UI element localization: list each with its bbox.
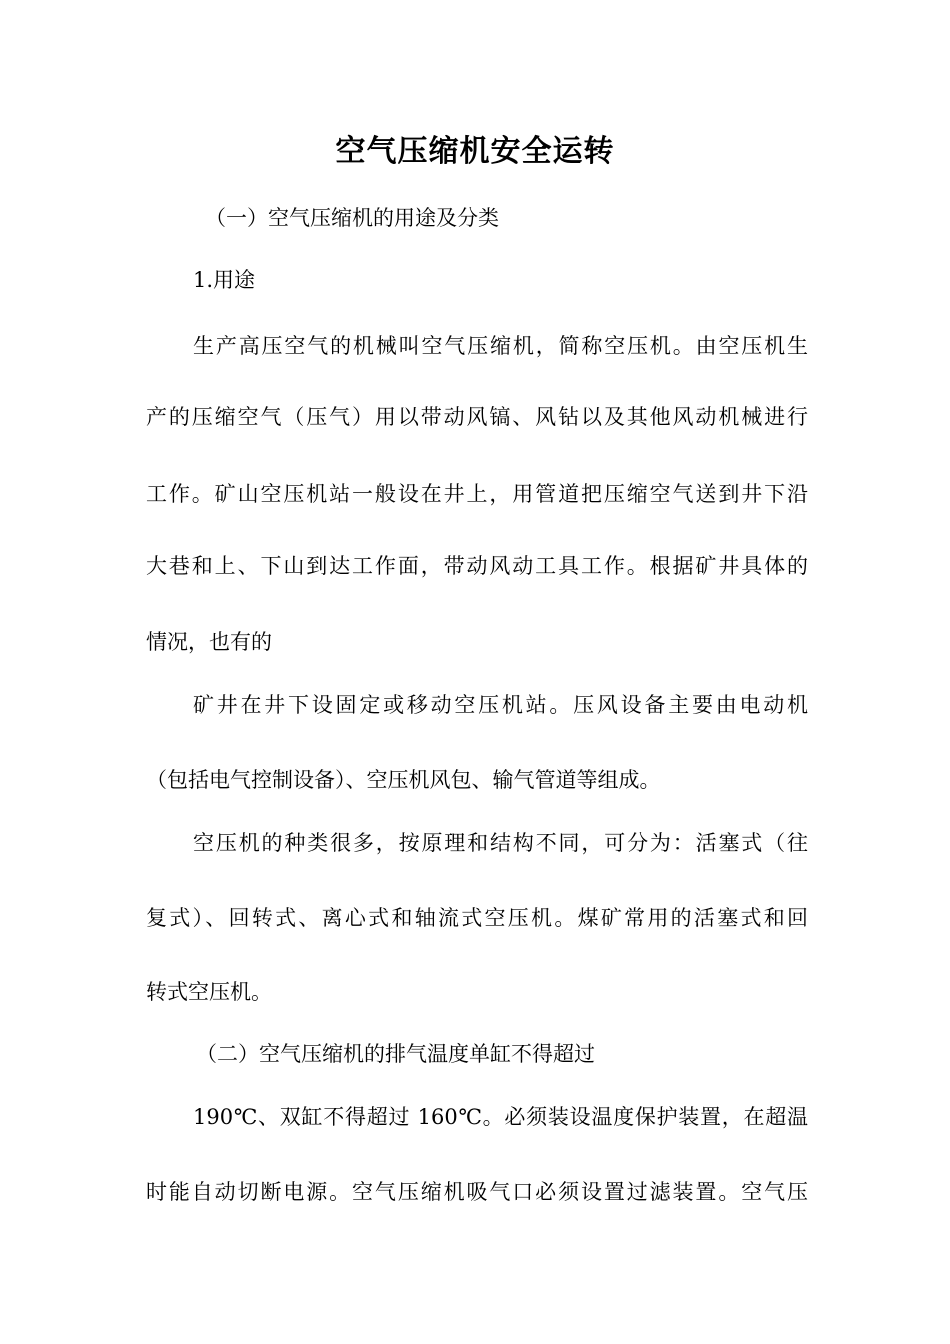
paragraph-line: 复式）、回转式、离心式和轴流式空压机。煤矿常用的活塞式和回 [146, 906, 808, 930]
paragraph-line: 产的压缩空气（压气）用以带动风镐、风钻以及其他风动机械进行 [146, 405, 808, 429]
paragraph-line: 空压机的种类很多，按原理和结构不同，可分为：活塞式（往 [193, 831, 808, 855]
paragraph-line: 大巷和上、下山到达工作面，带动风动工具工作。根据矿井具体的 [146, 554, 808, 578]
paragraph-line: 矿井在井下设固定或移动空压机站。压风设备主要由电动机 [193, 693, 808, 717]
subsection-heading-usage: 1.用途 [193, 268, 256, 292]
paragraph-line: （包括电气控制设备）、空压机风包、输气管道等组成。 [146, 768, 661, 792]
paragraph-line: 工作。矿山空压机站一般设在井上，用管道把压缩空气送到井下沿 [146, 482, 808, 506]
paragraph-line: 生产高压空气的机械叫空气压缩机，简称空压机。由空压机生 [193, 334, 808, 358]
section-heading-2: （二）空气压缩机的排气温度单缸不得超过 [196, 1042, 595, 1066]
paragraph-line: 情况，也有的 [146, 630, 272, 654]
paragraph-line: 190℃、双缸不得超过 160℃。必须装设温度保护装置，在超温 [193, 1105, 808, 1129]
section-heading-1: （一）空气压缩机的用途及分类 [205, 206, 499, 230]
paragraph-line: 转式空压机。 [146, 980, 272, 1004]
document-title: 空气压缩机安全运转 [335, 134, 615, 169]
paragraph-line: 时能自动切断电源。空气压缩机吸气口必须设置过滤装置。空气压 [146, 1180, 808, 1204]
